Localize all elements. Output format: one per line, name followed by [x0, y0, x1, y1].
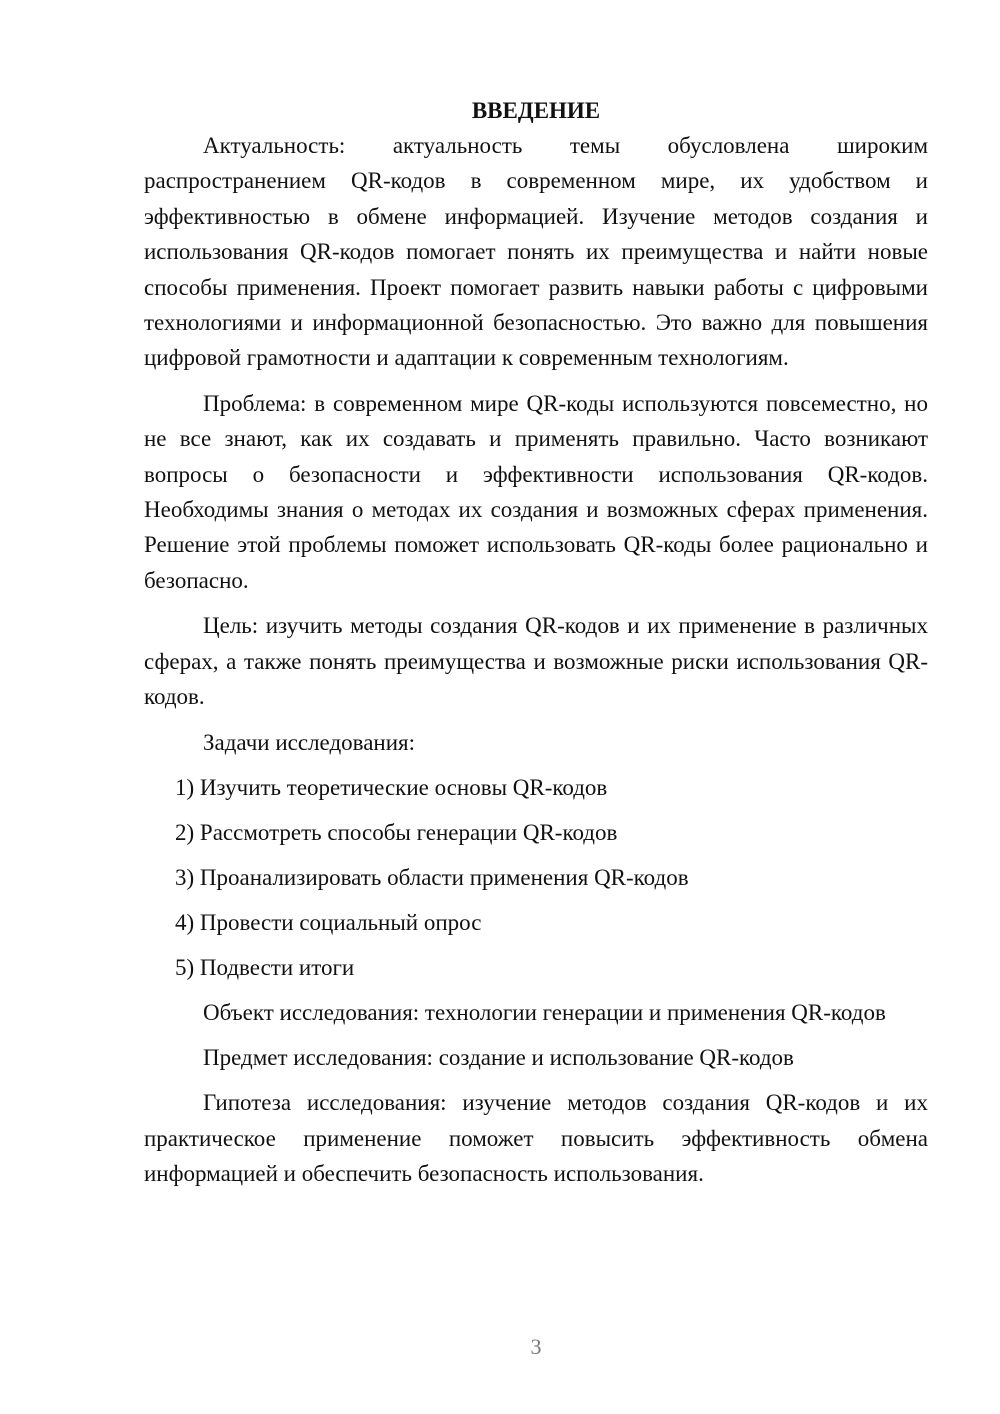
- relevance-paragraph: Актуальность: актуальность темы обусловлена широким распространением QR-кодов в современном мире, их удобством и эффективностью в обмене информацией. Изучение методов создания и использования QR-кодов помогает понять их преимущества и найти новые способы применения. Проект помогает развить навыки работы с цифровыми технологиями и информационной безопасностью. Это важно для повышения цифровой грамотности и адаптации к современным технологиям.: [144, 133, 928, 371]
- list-item: 5) Подвести итоги: [175, 954, 355, 980]
- object-paragraph: Объект исследования: технологии генерации и применения QR-кодов: [203, 999, 886, 1025]
- list-item: 3) Проанализировать области применения QR-кодов: [175, 864, 689, 890]
- list-item: 1) Изучить теоретические основы QR-кодов: [175, 774, 608, 800]
- section-heading: ВВЕДЕНИЕ: [471, 98, 601, 123]
- page-number: 3: [530, 1334, 542, 1359]
- list-item: 2) Рассмотреть способы генерации QR-кодов: [175, 819, 618, 845]
- list-item: 4) Провести социальный опрос: [175, 909, 482, 935]
- document-body: [144, 93, 928, 1192]
- problem-paragraph: Проблема: в современном мире QR-коды используются повсеместно, но не все знают, как их создавать и применять правильно. Часто возникают вопросы о безопасности и эффективности использования QR-кодов. Необходимы знания о методах их создания и возможных сферах применения. Решение этой проблемы поможет использовать QR-коды более рационально и безопасно.: [144, 390, 928, 593]
- hypothesis-paragraph: Гипотеза исследования: изучение методов создания QR-кодов и их практическое применение поможет повысить эффективность обмена информацией и обеспечить безопасность использования.: [144, 1090, 928, 1187]
- tasks-title: Задачи исследования:: [203, 729, 416, 755]
- subject-paragraph: Предмет исследования: создание и использование QR-кодов: [203, 1044, 794, 1070]
- goal-paragraph: Цель: изучить методы создания QR-кодов и их применение в различных сферах, а также понять преимущества и возможные риски использования QR-кодов.: [144, 613, 928, 710]
- tasks-list: [144, 770, 928, 985]
